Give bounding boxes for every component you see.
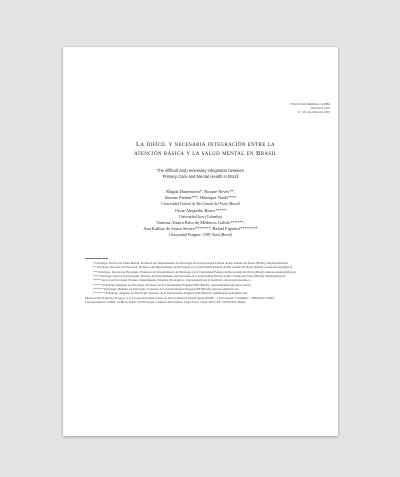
- author-names: Ana Kalliny de Sousa Severo*******, Rafael Figueiró********: [143, 226, 258, 232]
- journal-issue: N.º 35, julio-diciembre 2015: [298, 111, 330, 114]
- footnote: ******* Psicóloga. Magíster en Psicología. Profesora de la Universidade Potiguar/UNP (Brasil). aksevero@gmail.com: [93, 287, 239, 292]
- journal-info: [244, 103, 330, 115]
- article-subtitle: [135, 168, 266, 179]
- author-names: Vanessa Almira Brito de Medeiros Galvão******,: [156, 220, 245, 226]
- title-line: La difícil y necesaria integración entre la: [136, 141, 275, 148]
- footnote: * Psicóloga. Doctora en Salud Mental. Profesora del Departamento de Psicología de la Universidad Federal de Rio Grande del Norte (Brasil). magda@ufrnet.br: [93, 261, 288, 265]
- author-affiliation: Universidad Potiguar / UNP, Natal (Brasil): [169, 233, 232, 238]
- footnote: **** Psicólogo. Doctor en Sociología. Profesor del Departamento de Psicología de la Universidad Federal de Rio Grande del Norte (Brasil). hnardi@ufrgs.br: [93, 274, 286, 279]
- footnote: ****** Psicóloga. Magíster en Psicología. Profesora de la Universidade Potiguar/UNP (Brasil). vanessamedeiros@yahoo.com.br: [93, 282, 251, 287]
- journal-issn: ISSN 0123-417X: [310, 107, 330, 110]
- footnotes: [85, 261, 318, 304]
- author-list: [91, 189, 310, 239]
- footnote: ***** Doctor en Psicología. Profesor Departamento Estudios Psicológicos, Universidad Icesi (Colombia). oabravo@icesi.edu.co: [93, 278, 251, 283]
- author-names: Simone Paulon***, Henrique Nardi****: [164, 195, 237, 201]
- article-title: [103, 140, 308, 158]
- footnote-divider: [85, 258, 108, 259]
- author-affiliation: Universidad Icesi (Colombia): [179, 214, 222, 219]
- subtitle-line: The difficult and necessary integration between: [156, 168, 245, 173]
- document-page: [63, 47, 338, 436]
- author-names: Magda Dimenstein*, Rosane Neves**,: [166, 189, 235, 194]
- subtitle-line: Primary Care and Mental Health in Brazil: [162, 173, 239, 179]
- author-names: Oscar Alejandro Bravo*****: [174, 207, 227, 213]
- footnote: ** Psicóloga. Doctora en Educación. Profesora del Departamento de Psicología de la Universidad Federal de Rio Grande del Norte (Brasil). rosane.neves@ufrgs.br: [93, 265, 293, 270]
- author-affiliation: Universidad Federal de Rio Grande del Norte (Brasil): [161, 202, 240, 207]
- footnote: ******** Psicólogo. Magíster en Psicología. Profesor de la Universidade Potiguar/UNP (Brasil). rafaelfigueiro@hotmail.com: [93, 291, 248, 296]
- footnote-info: Financiación Programa de Apoyo a la Cooperación entre Cursos de Pos-Graduación Strictu Sensu (PAEP) - Convocatoria "Casadinho" / MINEDU/CAPES.: [85, 295, 275, 300]
- footnote-info: Correspondencia: UFRN, CCHLA, Depto. de Psicología, Campus Universitário, Lagoa Nova, Natal / RN. CEP: 59.078-970, Brasil.: [85, 300, 246, 305]
- footnote: *** Psicóloga. Doctora en Psicología. Profesora del Departamento de Psicología de la Universidad Federal de Rio Grande del Norte (Brasil). simone.paulon@ufrgs.br: [93, 269, 297, 274]
- journal-name: PSICOLOGÍA DESDE EL CARIBE: [290, 103, 330, 106]
- title-line: atención básica y la salud mental en Brasil: [134, 150, 277, 157]
